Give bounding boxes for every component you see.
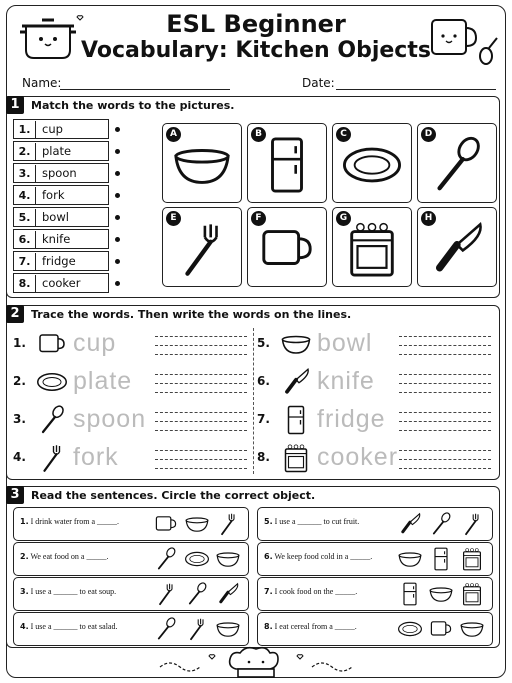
word-number: 6. [14, 231, 36, 249]
cup-icon[interactable] [429, 617, 453, 641]
word-number: 1. [14, 121, 36, 139]
sentence-text [264, 517, 359, 526]
trace-word: knife [317, 367, 375, 395]
fridge-icon[interactable] [398, 582, 422, 606]
sentence-body: We keep food cold in a _____. [274, 552, 373, 561]
trace-word: plate [73, 367, 133, 395]
section-instruction: Read the sentences. Circle the correct object. [31, 489, 316, 502]
spoon-icon[interactable] [154, 617, 178, 641]
chef-hat-icon [150, 645, 362, 679]
picture-letter: F [251, 211, 266, 226]
picture-letter: A [166, 127, 181, 142]
sentence-body: I cook food on the _____. [274, 587, 358, 596]
knife-icon[interactable] [398, 512, 422, 536]
fork-icon[interactable] [216, 512, 240, 536]
word-label: plate [42, 144, 72, 158]
match-dot[interactable] [115, 149, 120, 154]
spoon-icon[interactable] [429, 512, 453, 536]
write-line[interactable] [399, 383, 491, 384]
sentence-body: I eat cereal from a _____. [274, 622, 357, 631]
sentence-box [13, 542, 249, 576]
picture-box[interactable] [162, 123, 242, 203]
word-number: 4. [14, 187, 36, 205]
date-label: Date: [302, 76, 335, 90]
write-line[interactable] [155, 421, 247, 422]
sentence-box [13, 507, 249, 541]
section-match [6, 96, 500, 298]
section-number: 2 [6, 305, 24, 323]
bowl-icon[interactable] [216, 617, 240, 641]
write-line[interactable] [399, 450, 491, 451]
sentence-box [257, 507, 493, 541]
fridge-icon [281, 405, 311, 435]
bowl-icon [173, 136, 231, 194]
sentence-body: We eat food on a _____. [30, 552, 109, 561]
trace-word: bowl [317, 329, 373, 357]
cooker-icon [281, 443, 311, 473]
cooker-icon [343, 220, 401, 278]
item-number: 2. [13, 374, 26, 388]
cup-icon[interactable] [154, 512, 178, 536]
section-instruction: Trace the words. Then write the words on the lines. [31, 308, 352, 321]
fridge-icon[interactable] [429, 547, 453, 571]
section-instruction: Match the words to the pictures. [31, 99, 235, 112]
knife-icon [281, 367, 311, 397]
word-number: 7. [14, 253, 36, 271]
match-dot[interactable] [115, 193, 120, 198]
sentence-number: 3. [20, 587, 29, 596]
page-title: ESL Beginner [166, 10, 346, 38]
word-label: spoon [42, 166, 77, 180]
picture-box[interactable] [247, 123, 327, 203]
spoon-icon [428, 136, 486, 194]
sentence-number: 2. [20, 552, 29, 561]
picture-letter: E [166, 211, 181, 226]
spoon-icon[interactable] [185, 582, 209, 606]
write-line[interactable] [399, 459, 491, 460]
sentence-box [257, 542, 493, 576]
word-label: fork [42, 188, 65, 202]
write-line[interactable] [399, 430, 491, 431]
sentence-box [13, 612, 249, 646]
sentence-text [20, 587, 116, 596]
word-label: bowl [42, 210, 69, 224]
word-item-fridge [13, 251, 109, 271]
match-dot[interactable] [115, 237, 120, 242]
match-dot[interactable] [115, 127, 120, 132]
fridge-icon [258, 136, 316, 194]
write-line[interactable] [155, 412, 247, 413]
write-line[interactable] [155, 383, 247, 384]
page-subtitle: Vocabulary: Kitchen Objects [81, 38, 431, 63]
sentence-number: 6. [264, 552, 273, 561]
bowl-icon [281, 329, 311, 359]
knife-icon [428, 220, 486, 278]
write-line[interactable] [155, 336, 247, 337]
bowl-icon[interactable] [460, 617, 484, 641]
write-line[interactable] [399, 421, 491, 422]
word-item-bowl [13, 207, 109, 227]
word-number: 8. [14, 275, 36, 293]
cooker-icon[interactable] [460, 582, 484, 606]
sentence-body: I use a ______ to cut fruit. [274, 517, 360, 526]
write-line[interactable] [155, 430, 247, 431]
word-item-spoon [13, 163, 109, 183]
write-line[interactable] [399, 345, 491, 346]
picture-box[interactable] [417, 123, 497, 203]
item-number: 1. [13, 336, 26, 350]
sentence-text [264, 552, 372, 561]
sentence-text [20, 552, 108, 561]
trace-word: cooker [317, 443, 399, 471]
cooker-icon[interactable] [460, 547, 484, 571]
bowl-icon[interactable] [398, 547, 422, 571]
sentence-number: 4. [20, 622, 29, 631]
word-number: 3. [14, 165, 36, 183]
picture-letter: H [421, 211, 436, 226]
match-dot[interactable] [115, 215, 120, 220]
fork-icon[interactable] [154, 582, 178, 606]
plate-icon [343, 136, 401, 194]
cup-icon [258, 220, 316, 278]
write-line[interactable] [399, 336, 491, 337]
sentence-body: I use a ______ to eat salad. [30, 622, 118, 631]
write-line[interactable] [399, 354, 491, 355]
spoon-icon[interactable] [154, 547, 178, 571]
fork-icon[interactable] [460, 512, 484, 536]
word-label: knife [42, 232, 71, 246]
section-number: 1 [6, 96, 24, 114]
name-label: Name: [22, 76, 62, 90]
bowl-icon[interactable] [429, 582, 453, 606]
sentence-text [20, 517, 119, 526]
write-line[interactable] [399, 468, 491, 469]
section-circle [6, 486, 500, 648]
item-number: 8. [257, 450, 270, 464]
picture-letter: C [336, 127, 351, 142]
write-line[interactable] [155, 374, 247, 375]
write-line[interactable] [399, 412, 491, 413]
sentence-box [257, 577, 493, 611]
item-number: 6. [257, 374, 270, 388]
fork-icon[interactable] [185, 617, 209, 641]
match-dot[interactable] [115, 281, 120, 286]
picture-letter: G [336, 211, 351, 226]
item-number: 7. [257, 412, 270, 426]
sentence-number: 1. [20, 517, 29, 526]
picture-box[interactable] [247, 207, 327, 287]
word-label: cooker [42, 276, 81, 290]
word-item-plate [13, 141, 109, 161]
fork-icon [173, 220, 231, 278]
word-label: fridge [42, 254, 76, 268]
write-line[interactable] [399, 374, 491, 375]
plate-icon[interactable] [185, 547, 209, 571]
spoon-icon [37, 405, 67, 435]
write-line[interactable] [155, 450, 247, 451]
word-item-cup [13, 119, 109, 139]
item-number: 5. [257, 336, 270, 350]
sentence-text [264, 622, 357, 631]
bowl-icon[interactable] [216, 547, 240, 571]
picture-box[interactable] [417, 207, 497, 287]
sentence-number: 5. [264, 517, 273, 526]
cup-icon [37, 329, 67, 359]
plate-icon[interactable] [398, 617, 422, 641]
sentence-body: I use a ______ to eat soup. [30, 587, 117, 596]
word-item-fork [13, 185, 109, 205]
match-dot[interactable] [115, 171, 120, 176]
name-field[interactable] [60, 89, 230, 90]
write-line[interactable] [399, 392, 491, 393]
item-number: 3. [13, 412, 26, 426]
sentence-box [257, 612, 493, 646]
word-item-knife [13, 229, 109, 249]
trace-word: cup [73, 329, 117, 357]
write-line[interactable] [155, 354, 247, 355]
section-trace [6, 305, 500, 480]
word-item-cooker [13, 273, 109, 293]
write-line[interactable] [155, 468, 247, 469]
fork-icon [37, 443, 67, 473]
sentence-box [13, 577, 249, 611]
word-number: 2. [14, 143, 36, 161]
picture-box[interactable] [162, 207, 242, 287]
trace-word: fork [73, 443, 119, 471]
divider [253, 328, 254, 474]
write-line[interactable] [155, 345, 247, 346]
write-line[interactable] [155, 459, 247, 460]
picture-letter: B [251, 127, 266, 142]
trace-word: spoon [73, 405, 147, 433]
date-field[interactable] [336, 89, 496, 90]
knife-icon[interactable] [216, 582, 240, 606]
picture-box[interactable] [332, 207, 412, 287]
section-number: 3 [6, 486, 24, 504]
picture-box[interactable] [332, 123, 412, 203]
picture-letter: D [421, 127, 436, 142]
match-dot[interactable] [115, 259, 120, 264]
sentence-body: I drink water from a _____. [30, 517, 120, 526]
trace-word: fridge [317, 405, 386, 433]
sentence-number: 8. [264, 622, 273, 631]
plate-icon [37, 367, 67, 397]
write-line[interactable] [155, 392, 247, 393]
sentence-number: 7. [264, 587, 273, 596]
bowl-icon[interactable] [185, 512, 209, 536]
word-number: 5. [14, 209, 36, 227]
word-label: cup [42, 122, 63, 136]
sentence-text [20, 622, 117, 631]
item-number: 4. [13, 450, 26, 464]
sentence-text [264, 587, 357, 596]
